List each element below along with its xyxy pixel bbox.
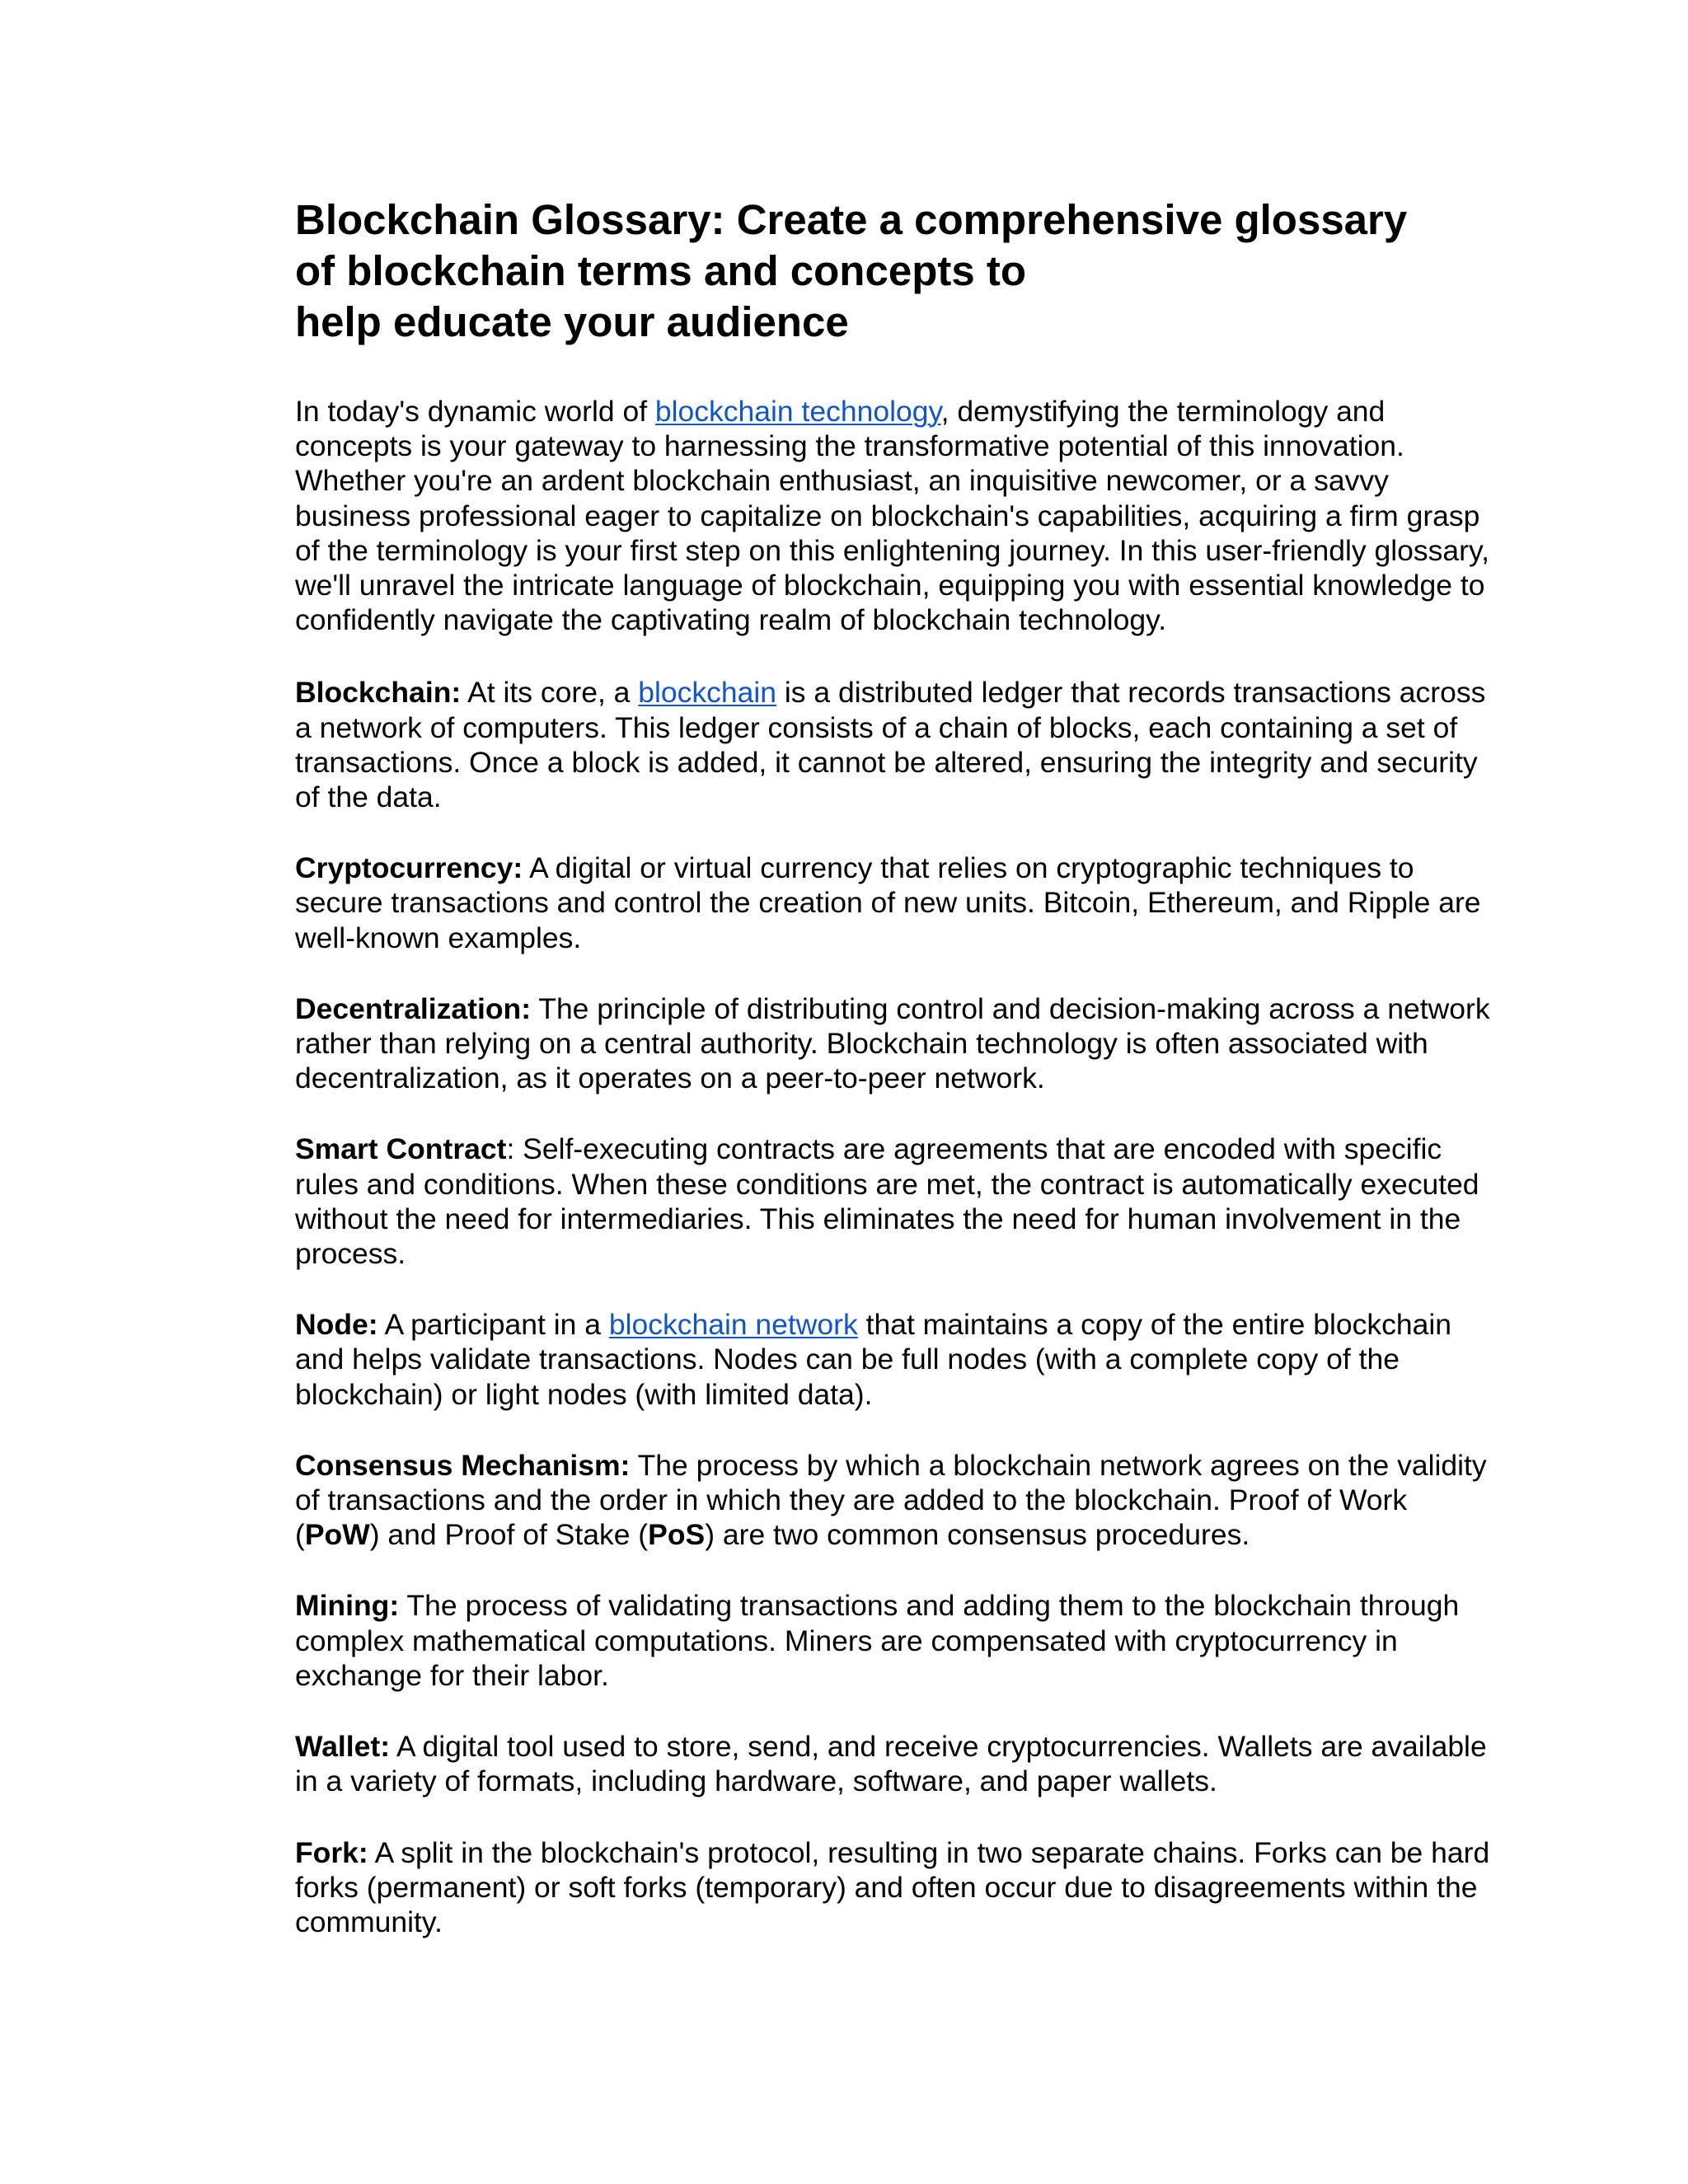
glossary-entry-decentralization [295,991,1490,1096]
definition-text: A participant in a [377,1308,609,1342]
definition-text: The principle of distributing control and decision-making across a network rather than relying on a central authority. Blockchain technology is often associated with decentralization, as it operates on a peer-to-peer network. [295,991,1490,1095]
abbr-pow: PoW [304,1518,370,1552]
intro-text-before-link: In today's dynamic world of [295,395,655,428]
abbr-pos: PoS [648,1518,706,1552]
definition-text: ) and Proof of Stake ( [369,1518,649,1552]
term-decentralization: Decentralization: [295,991,532,1025]
glossary-entry-wallet [295,1729,1490,1798]
glossary-entry-cryptocurrency [295,851,1490,955]
term-consensus-mechanism: Consensus Mechanism: [295,1448,631,1482]
glossary-entry-smart-contract [295,1132,1490,1271]
term-blockchain: Blockchain: [295,676,462,710]
blockchain-link[interactable]: blockchain [638,676,777,710]
title-line-1: Blockchain Glossary: Create a comprehensive glossary [295,196,1408,243]
page-title [295,194,1490,348]
intro-text-after-link: , demystifying the terminology and concepts is your gateway to harnessing the transformative potential of this innovation. Whether you're an ardent blockchain enthusiast, an inquisitive newcomer, or a savvy business professional eager to capitalize on blockchain's capabilities, acquiring a firm grasp of the terminology is your first step on this enlightening journey. In this user-friendly glossary, we'll unravel the intricate language of blockchain, equipping you with essential knowledge to confidently navigate the captivating realm of blockchain technology. [295,395,1489,637]
definition-text: ) are two common consensus procedures. [705,1518,1250,1552]
definition-text: : Self-executing contracts are agreements that are encoded with specific rules and conditions. When these conditions are met, the contract is automatically executed without the need for intermediaries. This eliminates the need for human involvement in the process. [295,1132,1479,1271]
title-line-3: help educate your audience [295,298,849,345]
blockchain-network-link[interactable]: blockchain network [608,1308,858,1342]
title-line-2: of blockchain terms and concepts to [295,247,1026,294]
term-smart-contract: Smart Contract [295,1132,507,1166]
definition-text: that maintains a copy of the entire blockchain and helps validate transactions. Nodes can be full nodes (with a complete copy of the blockchain) or light nodes (with limited data). [295,1308,1452,1411]
glossary-entry-fork [295,1835,1490,1940]
definition-text: A split in the blockchain's protocol, resulting in two separate chains. Forks can be hard forks (permanent) or soft forks (temporary) and often occur due to disagreements within the community. [295,1835,1490,1938]
glossary-entry-consensus-mechanism [295,1448,1490,1553]
intro-paragraph [295,394,1490,637]
definition-text: The process by which a blockchain network agrees on the validity of transactions and the order in which they are added to the blockchain. Proof of Work ( [295,1448,1487,1552]
definition-text: A digital tool used to store, send, and receive cryptocurrencies. Wallets are available in a variety of formats, including hardware, software, and paper wallets. [295,1730,1487,1798]
definition-text: is a distributed ledger that records transactions across a network of computers. This ledger consists of a chain of blocks, each containing a set of transactions. Once a block is added, it cannot be altered, ensuring the integrity and security of the data. [295,676,1486,814]
definition-text: At its core, a [461,676,639,710]
term-node: Node: [295,1308,378,1342]
definition-text: The process of validating transactions and adding them to the blockchain through complex mathematical computations. Miners are compensated with cryptocurrency in exchange for their labor. [295,1589,1460,1692]
glossary-entry-blockchain [295,675,1490,814]
term-fork: Fork: [295,1835,368,1869]
document-page [295,194,1490,1975]
glossary-entry-node [295,1307,1490,1412]
term-wallet: Wallet: [295,1730,391,1764]
definition-text: A digital or virtual currency that relies on cryptographic techniques to secure transactions and control the creation of new units. Bitcoin, Ethereum, and Ripple are well-known examples. [295,851,1481,954]
glossary-entry-mining [295,1588,1490,1693]
blockchain-technology-link[interactable]: blockchain technology [654,395,941,428]
term-cryptocurrency: Cryptocurrency: [295,851,523,885]
term-mining: Mining: [295,1589,400,1623]
